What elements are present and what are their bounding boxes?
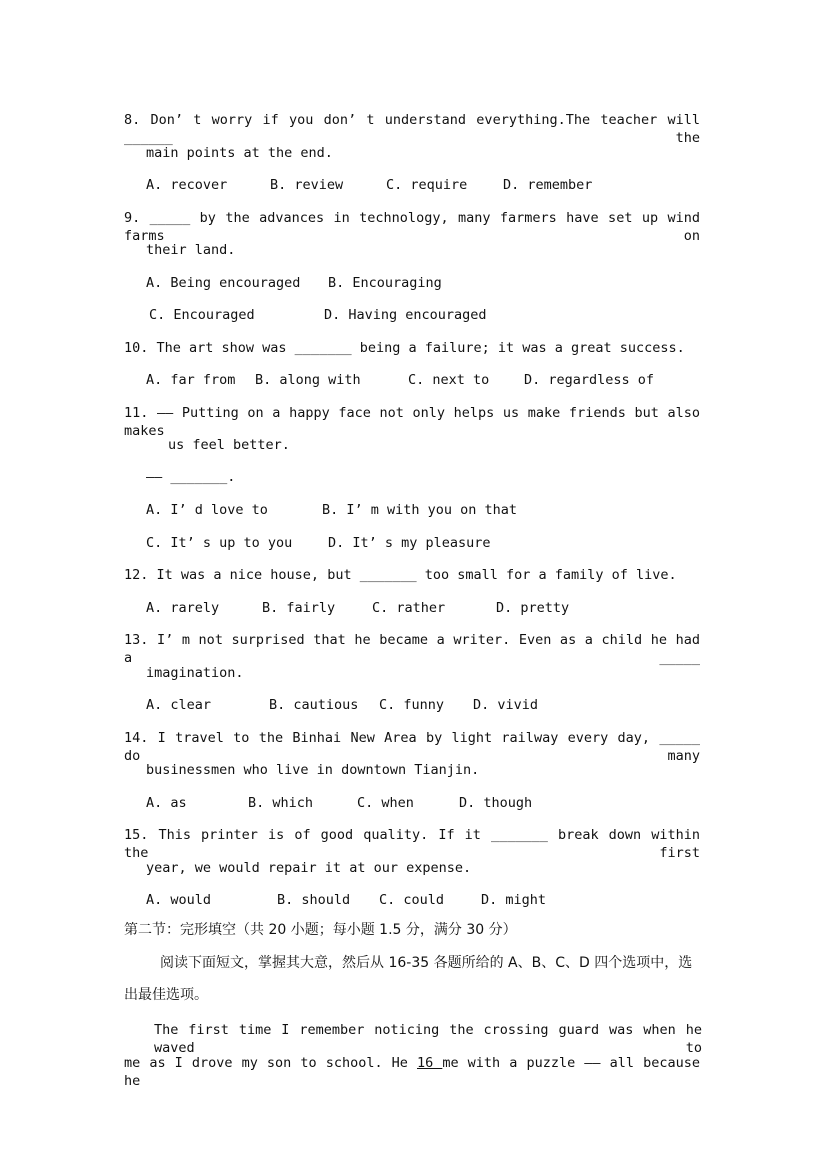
section-instructions-line2: 出最佳选项。 <box>124 987 208 1003</box>
q9-option-b: B. Encouraging <box>328 275 442 291</box>
q15-option-c: C. could <box>379 892 445 908</box>
q10-option-d: D. regardless of <box>524 372 655 388</box>
q10-option-c: C. next to <box>408 372 490 388</box>
q8-option-a: A. recover <box>146 177 228 193</box>
q11-stem-line1: 11. —— Putting on a happy face not only helps us make friends but also makes <box>124 405 700 439</box>
q11-option-b: B. I’ m with you on that <box>322 502 518 518</box>
q11-option-d: D. It’ s my pleasure <box>328 535 491 551</box>
q15-option-d: D. might <box>481 892 547 908</box>
q8-option-b: B. review <box>270 177 344 193</box>
q9-stem-line1: 9. _____ by the advances in technology, many farmers have set up wind farms on <box>124 210 700 244</box>
q10-option-a: A. far from <box>146 372 236 388</box>
q9-option-d: D. Having encouraged <box>324 307 487 323</box>
passage-line2-part2: me with a puzzle —— all because he <box>124 1055 700 1089</box>
q9-option-a: A. Being encouraged <box>146 275 301 291</box>
q8-stem-line1: 8. Don’ t worry if you don’ t understand everything.The teacher will ______ the <box>124 112 700 146</box>
q9-stem-line2: their land. <box>146 242 236 258</box>
q12-stem-line1: 12. It was a nice house, but _______ too small for a family of live. <box>124 567 677 583</box>
q9-option-c: C. Encouraged <box>149 307 255 323</box>
q14-stem-line1: 14. I travel to the Binhai New Area by light railway every day, _____ do many <box>124 730 700 764</box>
section-heading: 第二节：完形填空（共 20 小题；每小题 1.5 分，满分 30 分） <box>124 922 517 938</box>
passage-line2-part1: me as I drove my son to school. He <box>124 1055 417 1071</box>
q14-stem-line2: businessmen who live in downtown Tianjin. <box>146 762 480 778</box>
q8-stem-line2: main points at the end. <box>146 145 333 161</box>
q15-option-a: A. would <box>146 892 212 908</box>
q12-option-c: C. rather <box>372 600 446 616</box>
q11-stem-line2: us feel better. <box>168 437 290 453</box>
q12-option-d: D. pretty <box>496 600 570 616</box>
passage-line2 <box>124 1054 700 1090</box>
q11-reply-blank: —— _______. <box>146 469 236 485</box>
q15-stem-line2: year, we would repair it at our expense. <box>146 860 472 876</box>
q13-option-a: A. clear <box>146 697 212 713</box>
q15-stem-line1: 15. This printer is of good quality. If it _______ break down within the first <box>124 827 700 861</box>
q8-option-d: D. remember <box>503 177 593 193</box>
q14-option-c: C. when <box>357 795 414 811</box>
q13-option-b: B. cautious <box>269 697 359 713</box>
q15-option-b: B. should <box>277 892 351 908</box>
q11-option-a: A. I’ d love to <box>146 502 268 518</box>
q12-option-b: B. fairly <box>262 600 336 616</box>
q14-option-a: A. as <box>146 795 187 811</box>
q13-stem-line2: imagination. <box>146 665 244 681</box>
q13-stem-line1: 13. I’ m not surprised that he became a writer. Even as a child he had a _____ <box>124 632 700 666</box>
q14-option-b: B. which <box>248 795 314 811</box>
q11-option-c: C. It’ s up to you <box>146 535 293 551</box>
q8-option-c: C. require <box>386 177 468 193</box>
q14-option-d: D. though <box>459 795 533 811</box>
section-instructions-line1: 阅读下面短文，掌握其大意，然后从 16-35 各题所给的 A、B、C、D 四个选项中，选 <box>160 955 693 971</box>
q12-option-a: A. rarely <box>146 600 220 616</box>
passage-line1: The first time I remember noticing the crossing guard was when he waved to <box>154 1022 702 1056</box>
q10-option-b: B. along with <box>255 372 361 388</box>
q13-option-c: C. funny <box>379 697 445 713</box>
q10-stem-line1: 10. The art show was _______ being a failure; it was a great success. <box>124 340 685 356</box>
blank-number-16: 16 <box>417 1055 443 1071</box>
q13-option-d: D. vivid <box>473 697 539 713</box>
